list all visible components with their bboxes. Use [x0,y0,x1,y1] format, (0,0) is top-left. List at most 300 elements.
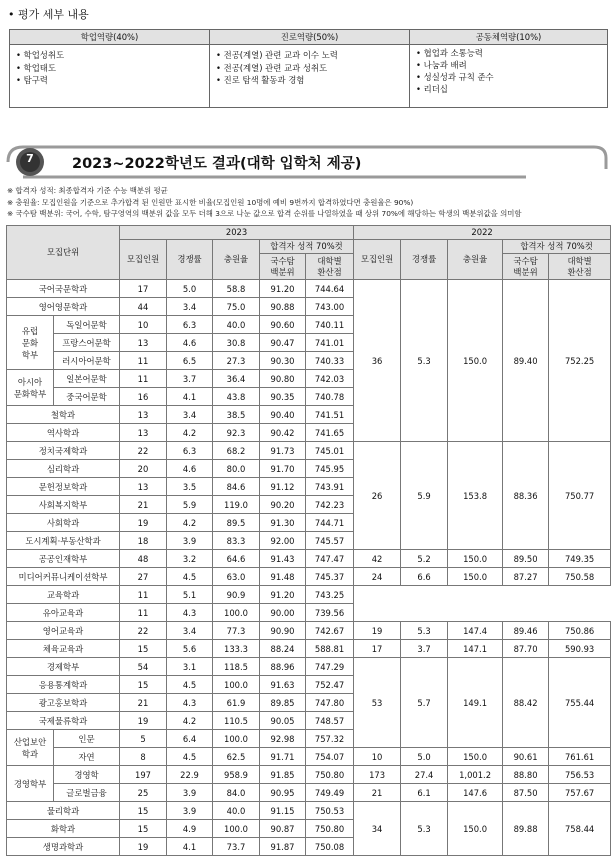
cell-2022-fill: 150.0 [448,748,503,766]
cell-2023-univ: 742.23 [306,496,354,514]
cell-2023-comp: 6.3 [167,316,213,334]
eval-item: • 탐구력 [16,75,48,85]
cell-2022-kst: 89.46 [503,622,549,640]
section-title: 2023~2022학년도 결과(대학 입학처 제공) [72,156,362,172]
cell-2022-comp: 5.3 [401,280,448,442]
cell-2023-quota: 11 [120,604,167,622]
cell-2023-fill: 958.9 [213,766,260,784]
dept-name: 광고홍보학과 [7,694,120,712]
header-fill-rate: 충원율 [448,240,503,280]
cell-2023-comp: 3.2 [167,550,213,568]
cell-2023-fill: 100.0 [213,730,260,748]
cell-2023-comp: 3.4 [167,622,213,640]
cell-2022-fill: 147.4 [448,622,503,640]
cell-2022-univ: 750.58 [549,568,611,586]
eval-item: • 진로 탐색 활동과 경험 [216,75,305,85]
cell-2023-quota: 19 [120,514,167,532]
cell-2023-quota: 15 [120,676,167,694]
cell-2023-fill: 100.0 [213,676,260,694]
cell-2022-comp: 5.3 [401,802,448,856]
cell-2022-comp: 6.1 [401,784,448,802]
cell-2023-kst: 92.98 [260,730,306,748]
cell-2023-kst: 90.42 [260,424,306,442]
cell-2023-fill: 73.7 [213,838,260,856]
cell-2023-kst: 91.87 [260,838,306,856]
eval-item: • 성실성과 규칙 준수 [416,72,494,82]
cell-2022-univ: 761.61 [549,748,611,766]
header-quota: 모집인원 [120,240,167,280]
cell-2023-quota: 13 [120,406,167,424]
cell-2022-kst: 89.88 [503,802,549,856]
group-label [7,730,54,766]
cell-2023-kst: 90.95 [260,784,306,802]
cell-2023-fill: 27.3 [213,352,260,370]
cell-2023-comp: 5.1 [167,586,213,604]
eval-item: • 나눔과 배려 [416,60,467,70]
cell-2023-kst: 90.35 [260,388,306,406]
dept-name: 정치국제학과 [7,442,120,460]
eval-item: • 전공(계열) 관련 교과 이수 노력 [216,50,338,60]
cell-2023-quota: 13 [120,334,167,352]
dept-name: 체육교육과 [7,640,120,658]
eval-header-academic: 학업역량(40%) [10,30,210,45]
cell-2023-comp: 4.5 [167,568,213,586]
cell-2023-quota: 22 [120,622,167,640]
evaluation-table [9,29,608,108]
cell-2022-kst: 87.70 [503,640,549,658]
results-table [6,225,611,856]
cell-2023-kst: 91.85 [260,766,306,784]
table-row [7,640,611,658]
cell-2023-quota: 11 [120,370,167,388]
dept-name: 중국어문학 [54,388,120,406]
cell-2023-quota: 11 [120,352,167,370]
cell-2023-univ: 750.80 [306,766,354,784]
cell-2023-quota: 44 [120,298,167,316]
cell-2023-kst: 90.20 [260,496,306,514]
dept-name: 도시계획·부동산학과 [7,532,120,550]
cell-2023-quota: 8 [120,748,167,766]
dept-name: 사회복지학부 [7,496,120,514]
cell-2023-univ: 740.11 [306,316,354,334]
cell-2023-quota: 5 [120,730,167,748]
cell-2023-kst: 91.12 [260,478,306,496]
group-label-line: 문화학부 [13,388,47,399]
table-row [7,586,611,604]
table-row [7,784,611,802]
cell-2023-univ: 744.71 [306,514,354,532]
cell-2023-univ: 747.29 [306,658,354,676]
cell-2023-univ: 748.57 [306,712,354,730]
cell-2023-fill: 43.8 [213,388,260,406]
cell-2023-comp: 4.6 [167,460,213,478]
cell-2023-fill: 92.3 [213,424,260,442]
header-cut70: 합격자 성적 70%컷 [503,240,611,254]
header-univ-line: 환산점 [317,266,342,277]
cell-2023-comp: 3.5 [167,478,213,496]
cell-2023-comp: 3.9 [167,532,213,550]
cell-2022-comp: 5.0 [401,748,448,766]
notes [7,185,522,220]
cell-2023-univ: 741.65 [306,424,354,442]
cell-2023-fill: 58.8 [213,280,260,298]
group-label [7,370,54,406]
cell-2023-quota: 13 [120,424,167,442]
cell-2022-univ: 755.44 [549,658,611,748]
cell-2023-univ: 752.47 [306,676,354,694]
cell-2023-univ: 740.33 [306,352,354,370]
cell-2022-fill: 150.0 [448,280,503,442]
cell-2023-quota: 15 [120,640,167,658]
cell-2023-fill: 89.5 [213,514,260,532]
cell-2023-fill: 118.5 [213,658,260,676]
cell-2022-fill: 149.1 [448,658,503,748]
header-univ-line: 대학별 [317,255,342,266]
cell-2022-quota: 21 [354,784,401,802]
header-kst-line: 국수탐 [513,255,538,266]
dept-name: 화학과 [7,820,120,838]
group-label: 경영학부 [7,766,54,802]
cell-2023-quota: 21 [120,694,167,712]
cell-2023-kst: 91.43 [260,550,306,568]
cell-2022-kst: 88.36 [503,442,549,550]
table-row [7,604,611,622]
cell-2022-univ: 756.53 [549,766,611,784]
cell-2023-quota: 197 [120,766,167,784]
cell-2023-fill: 68.2 [213,442,260,460]
cell-2023-kst: 91.73 [260,442,306,460]
cell-2023-fill: 83.3 [213,532,260,550]
cell-2022-univ: 750.77 [549,442,611,550]
cell-2023-univ: 745.01 [306,442,354,460]
cell-2022-quota: 24 [354,568,401,586]
cell-2023-quota: 25 [120,784,167,802]
dept-name: 국어국문학과 [7,280,120,298]
dept-name: 영어영문학과 [7,298,120,316]
dept-name: 사회학과 [7,514,120,532]
cell-2023-quota: 20 [120,460,167,478]
cell-2023-fill: 36.4 [213,370,260,388]
dept-name: 프랑스어문학 [54,334,120,352]
cell-2023-kst: 90.40 [260,406,306,424]
cell-2022-fill: 150.0 [448,550,503,568]
cell-2023-univ: 745.95 [306,460,354,478]
header-kst [260,254,306,280]
cell-2023-univ: 741.51 [306,406,354,424]
cell-2023-fill: 30.8 [213,334,260,352]
dept-name: 자연 [54,748,120,766]
dept-name: 역사학과 [7,424,120,442]
cell-2023-comp: 3.4 [167,298,213,316]
dept-name: 일본어문학 [54,370,120,388]
cell-2023-univ: 741.01 [306,334,354,352]
cell-2022-kst: 88.42 [503,658,549,748]
eval-item: • 협업과 소통능력 [416,48,483,58]
cell-2023-kst: 91.71 [260,748,306,766]
table-row [7,802,611,820]
cell-2023-fill: 90.9 [213,586,260,604]
eval-item: • 리더십 [416,84,448,94]
cell-2023-comp: 3.4 [167,406,213,424]
cell-2023-fill: 62.5 [213,748,260,766]
cell-2023-kst: 89.85 [260,694,306,712]
cell-2022-fill: 1,001.2 [448,766,503,784]
cell-2023-univ: 745.37 [306,568,354,586]
cell-2023-quota: 11 [120,586,167,604]
cell-2023-fill: 61.9 [213,694,260,712]
cell-2023-kst: 88.24 [260,640,306,658]
cell-2023-fill: 40.0 [213,316,260,334]
cell-2023-comp: 4.1 [167,388,213,406]
dept-name: 문헌정보학과 [7,478,120,496]
cell-2022-fill: 153.8 [448,442,503,550]
note-line: ※ 국수탐 백분위: 국어, 수학, 탐구영역의 백분위 값을 모두 더해 3으로 나눈 값으로 합격 순위를 나열하였을 때 상위 70%에 해당하는 학생의 백분위값을 의미함 [7,209,522,218]
cell-2023-comp: 6.5 [167,352,213,370]
cell-2023-comp: 22.9 [167,766,213,784]
cell-2023-univ: 740.78 [306,388,354,406]
header-quota: 모집인원 [354,240,401,280]
cell-2023-kst: 90.30 [260,352,306,370]
cell-2023-comp: 3.7 [167,370,213,388]
table-row [7,658,611,676]
cell-2023-quota: 22 [120,442,167,460]
cell-2022-comp: 5.2 [401,550,448,568]
dept-name: 생명과학과 [7,838,120,856]
cell-2023-kst: 90.60 [260,316,306,334]
note-line: ※ 합격자 성적: 최종합격자 기준 수능 백분위 평균 [7,186,168,195]
cell-2023-comp: 4.2 [167,514,213,532]
cell-2022-univ: 758.44 [549,802,611,856]
cell-2023-kst: 90.80 [260,370,306,388]
header-univ-line: 환산점 [567,266,592,277]
cell-2023-fill: 100.0 [213,820,260,838]
dept-name: 러시아어문학 [54,352,120,370]
cell-2023-fill: 40.0 [213,802,260,820]
cell-2023-quota: 15 [120,802,167,820]
cell-2022-kst: 88.80 [503,766,549,784]
cell-2023-fill: 133.3 [213,640,260,658]
cell-2023-univ: 743.00 [306,298,354,316]
cell-2023-kst: 90.87 [260,820,306,838]
cell-2022-univ: 757.67 [549,784,611,802]
table-row [7,622,611,640]
dept-name: 국제물류학과 [7,712,120,730]
results-body [7,280,611,856]
cell-2023-kst: 91.48 [260,568,306,586]
cell-2022-quota: 173 [354,766,401,784]
cell-2023-kst: 91.70 [260,460,306,478]
cell-2023-fill: 110.5 [213,712,260,730]
dept-name: 철학과 [7,406,120,424]
cell-2023-comp: 3.9 [167,784,213,802]
cell-2022-quota: 36 [354,280,401,442]
group-label-line: 문화 [21,337,39,348]
table-row [7,442,611,460]
cell-2022-univ: 752.25 [549,280,611,442]
cell-2023-comp: 5.9 [167,496,213,514]
cell-2023-kst: 91.63 [260,676,306,694]
cell-2022-kst: 87.50 [503,784,549,802]
cell-2023-kst: 91.20 [260,280,306,298]
cell-2023-kst: 92.00 [260,532,306,550]
cell-2023-quota: 16 [120,388,167,406]
cell-2022-kst: 89.50 [503,550,549,568]
cell-2022-quota: 34 [354,802,401,856]
cell-2023-comp: 5.0 [167,280,213,298]
cell-2023-kst: 90.88 [260,298,306,316]
cell-2023-univ: 750.08 [306,838,354,856]
group-label-line: 학부 [21,349,39,360]
eval-header-community: 공동체역량(10%) [410,30,608,45]
cell-2023-comp: 6.4 [167,730,213,748]
group-label-line: 산업보안 [13,736,47,747]
dept-name: 인문 [54,730,120,748]
cell-2023-quota: 27 [120,568,167,586]
cell-2023-univ: 750.53 [306,802,354,820]
cell-2022-quota: 42 [354,550,401,568]
cell-2023-fill: 84.6 [213,478,260,496]
cell-2022-fill: 147.1 [448,640,503,658]
cell-2023-fill: 80.0 [213,460,260,478]
cell-2023-comp: 3.1 [167,658,213,676]
dept-name: 독일어문학 [54,316,120,334]
cell-2023-kst: 88.96 [260,658,306,676]
cell-2023-fill: 64.6 [213,550,260,568]
dept-name: 응용통계학과 [7,676,120,694]
cell-2022-univ: 749.35 [549,550,611,568]
dept-name: 경제학부 [7,658,120,676]
cell-2022-fill: 150.0 [448,568,503,586]
dept-name: 영어교육과 [7,622,120,640]
header-kst [503,254,549,280]
cell-2023-univ: 750.80 [306,820,354,838]
cell-2022-fill: 150.0 [448,802,503,856]
note-line: ※ 충원율: 모집인원을 기준으로 추가합격 된 인원만 표시한 비율(모집인원 10명에 예비 9번까지 합격하였다면 충원율은 90%) [7,197,414,207]
cell-2022-comp: 27.4 [401,766,448,784]
group-label-line: 아시아 [17,376,43,387]
dept-name: 경영학 [54,766,120,784]
cell-2023-kst: 90.00 [260,604,306,622]
cell-2023-comp: 4.3 [167,694,213,712]
header-univ [549,254,611,280]
cell-2022-kst: 87.27 [503,568,549,586]
cell-2023-comp: 4.9 [167,820,213,838]
section-number: 7 [26,152,34,165]
cell-2023-kst: 90.90 [260,622,306,640]
header-kst-line: 백분위 [513,266,538,277]
table-row [7,568,611,586]
cell-2023-univ: 739.56 [306,604,354,622]
cell-2023-comp: 4.3 [167,604,213,622]
cell-2023-fill: 100.0 [213,604,260,622]
cell-2023-quota: 21 [120,496,167,514]
dept-name: 심리학과 [7,460,120,478]
cell-2023-comp: 5.6 [167,640,213,658]
cell-2022-comp: 5.7 [401,658,448,748]
cell-2023-univ: 743.91 [306,478,354,496]
header-2023: 2023 [120,226,354,240]
cell-2022-comp: 3.7 [401,640,448,658]
cell-2023-fill: 84.0 [213,784,260,802]
cell-2023-quota: 17 [120,280,167,298]
table-row [7,280,611,298]
cell-2023-kst: 91.30 [260,514,306,532]
cell-2022-kst: 89.40 [503,280,549,442]
cell-2023-quota: 15 [120,820,167,838]
cell-2023-fill: 38.5 [213,406,260,424]
cell-2023-fill: 63.0 [213,568,260,586]
cell-2023-comp: 4.2 [167,712,213,730]
cell-2022-quota: 53 [354,658,401,748]
cell-2023-univ: 743.25 [306,586,354,604]
cell-2023-comp: 4.1 [167,838,213,856]
cell-2023-quota: 19 [120,838,167,856]
cell-2022-quota: 17 [354,640,401,658]
section-heading: • 평가 세부 내용 [8,8,89,21]
cell-2022-univ: 750.86 [549,622,611,640]
cell-2022-comp: 5.3 [401,622,448,640]
cell-2022-kst: 90.61 [503,748,549,766]
group-label [7,316,54,370]
cell-2023-kst: 90.47 [260,334,306,352]
header-kst-line: 국수탐 [270,255,295,266]
header-cut70: 합격자 성적 70%컷 [260,240,354,254]
group-label-line: 유럽 [21,325,39,336]
header-univ [306,254,354,280]
cell-2022-fill: 147.6 [448,784,503,802]
cell-2023-fill: 77.3 [213,622,260,640]
cell-2023-univ: 747.80 [306,694,354,712]
cell-2023-quota: 18 [120,532,167,550]
dept-name: 유아교육과 [7,604,120,622]
cell-2023-univ: 745.57 [306,532,354,550]
cell-2023-kst: 91.20 [260,586,306,604]
table-row [7,748,611,766]
cell-2023-comp: 4.5 [167,748,213,766]
cell-2023-univ: 742.03 [306,370,354,388]
dept-name: 글로벌금융 [54,784,120,802]
cell-2023-univ: 588.81 [306,640,354,658]
cell-2023-comp: 4.5 [167,676,213,694]
header-univ-line: 대학별 [567,255,592,266]
cell-2023-fill: 119.0 [213,496,260,514]
dept-name: 공공인재학부 [7,550,120,568]
eval-item: • 전공(계열) 관련 교과 성취도 [216,62,328,73]
eval-item: • 학업성취도 [16,50,65,60]
cell-2023-univ: 744.64 [306,280,354,298]
cell-2023-comp: 4.2 [167,424,213,442]
table-row [7,550,611,568]
cell-2023-quota: 48 [120,550,167,568]
cell-2023-quota: 13 [120,478,167,496]
cell-2023-univ: 747.47 [306,550,354,568]
cell-2023-kst: 90.05 [260,712,306,730]
eval-cell-community [410,45,608,108]
cell-2023-quota: 54 [120,658,167,676]
cell-2023-univ: 742.67 [306,622,354,640]
header-competition: 경쟁률 [401,240,448,280]
table-row [7,766,611,784]
cell-2022-quota: 19 [354,622,401,640]
eval-cell-career [210,45,410,108]
dept-name: 교육학과 [7,586,120,604]
header-competition: 경쟁률 [167,240,213,280]
cell-2022-comp: 6.6 [401,568,448,586]
eval-cell-academic [10,45,210,108]
cell-2023-comp: 6.3 [167,442,213,460]
eval-item: • 학업태도 [16,62,56,73]
cell-2023-quota: 10 [120,316,167,334]
